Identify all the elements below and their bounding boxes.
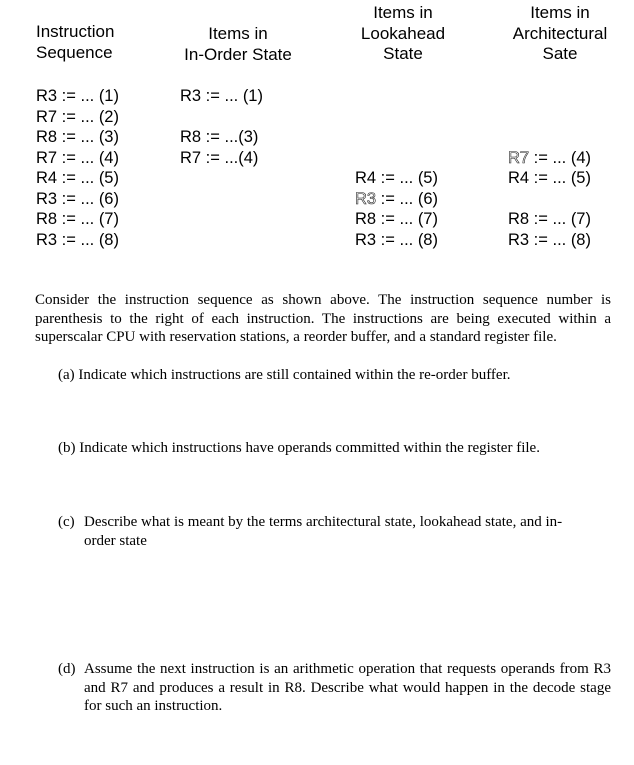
architectural-item: R3 := ... (8) bbox=[508, 230, 591, 249]
intro-paragraph: Consider the instruction sequence as shown above. The instruction sequence number is parenthesis to the right of each instruction. The instructions are being executed within a superscalar CPU with reservation stations, a reorder buffer, and a standard register file. bbox=[35, 292, 611, 345]
lookahead-item: R4 := ... (5) bbox=[355, 169, 438, 187]
in-order-column bbox=[180, 86, 263, 168]
lookahead-column bbox=[355, 86, 438, 250]
header-line: Sate bbox=[542, 44, 578, 63]
header-line: Items in bbox=[208, 24, 268, 43]
architectural-item bbox=[508, 148, 591, 169]
header-line: State bbox=[383, 44, 423, 63]
lookahead-item-register: R3 bbox=[355, 189, 377, 208]
sequence-item: R3 := ... (6) bbox=[36, 189, 119, 208]
architectural-column bbox=[508, 86, 591, 250]
header-line: Items in bbox=[373, 3, 433, 22]
sequence-item: R3 := ... (1) bbox=[36, 87, 119, 105]
header-instruction-sequence bbox=[36, 22, 114, 63]
header-line: Lookahead bbox=[360, 23, 446, 43]
question-b: (b) Indicate which instructions have operands committed within the register file. bbox=[58, 440, 540, 456]
sequence-item: R8 := ... (7) bbox=[36, 210, 119, 228]
architectural-item: R8 := ... (7) bbox=[508, 210, 591, 228]
lookahead-item: R3 := ... (8) bbox=[355, 230, 438, 249]
in-order-item: R8 := ...(3) bbox=[180, 128, 259, 146]
in-order-item: R3 := ... (1) bbox=[180, 87, 263, 105]
question-c bbox=[58, 513, 611, 550]
sequence-item: R4 := ... (5) bbox=[36, 169, 119, 187]
header-in-order bbox=[170, 24, 306, 65]
architectural-item-register: R7 bbox=[508, 148, 530, 167]
lookahead-item-rest: := ... (6) bbox=[376, 189, 438, 208]
header-line: Sequence bbox=[36, 42, 113, 62]
sequence-item: R3 := ... (8) bbox=[36, 230, 119, 249]
question-d bbox=[58, 660, 611, 716]
sequence-item: R8 := ... (3) bbox=[36, 128, 119, 146]
question-label: (c) bbox=[58, 514, 75, 530]
sequence-item: R7 := ... (4) bbox=[36, 148, 119, 167]
header-line: Architectural bbox=[512, 23, 608, 43]
lookahead-item bbox=[355, 189, 438, 210]
in-order-item: R7 := ...(4) bbox=[180, 148, 259, 167]
header-lookahead bbox=[340, 3, 466, 65]
header-line: Instruction bbox=[36, 22, 115, 41]
question-label: (d) bbox=[58, 661, 76, 677]
question-a: (a) Indicate which instructions are still contained within the re-order buffer. bbox=[58, 367, 511, 383]
question-text: Describe what is meant by the terms architectural state, lookahead state, and in-order state bbox=[84, 514, 563, 549]
question-text: Assume the next instruction is an arithmetic operation that requests operands from R3 and R7 and produces a result in R8. Describe what would happen in the decode stage for such an instruction. bbox=[84, 661, 611, 714]
instruction-sequence-column bbox=[36, 86, 119, 250]
lookahead-item: R8 := ... (7) bbox=[355, 210, 438, 228]
header-line: In-Order State bbox=[184, 44, 292, 64]
architectural-item: R4 := ... (5) bbox=[508, 169, 591, 187]
header-line: Items in bbox=[530, 3, 590, 22]
header-architectural bbox=[496, 3, 624, 65]
sequence-item: R7 := ... (2) bbox=[36, 107, 119, 126]
architectural-item-rest: := ... (4) bbox=[529, 148, 591, 167]
